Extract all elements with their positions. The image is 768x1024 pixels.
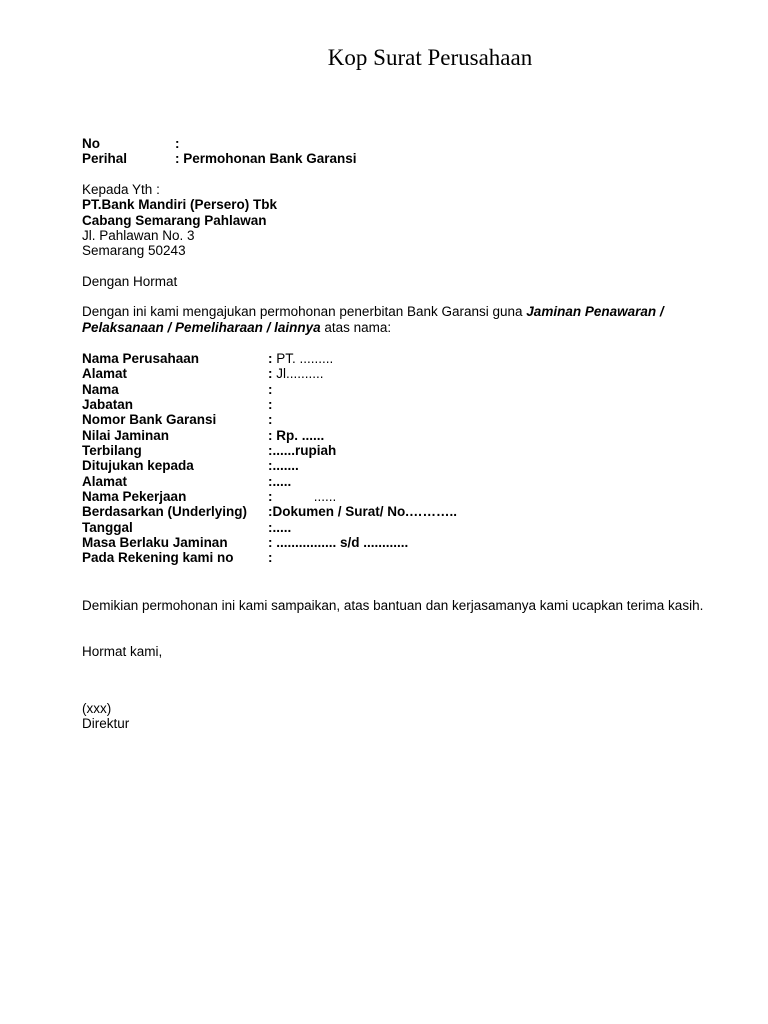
field-value: ................ s/d ............ (276, 535, 409, 551)
field-label: Nama Perusahaan (82, 351, 200, 366)
field-row (82, 535, 712, 550)
field-row (82, 351, 712, 366)
field-row (82, 520, 712, 535)
field-colon: : (268, 351, 277, 366)
intro-text-before: Dengan ini kami mengajukan permohonan penerbitan Bank Garansi guna (82, 304, 527, 319)
field-colon: : (268, 535, 277, 551)
field-row (82, 458, 712, 473)
field-label: Nama Pekerjaan (82, 489, 187, 505)
field-colon: : (268, 473, 273, 489)
field-label: Jabatan (82, 397, 134, 413)
closing-paragraph (82, 598, 712, 614)
field-row (82, 504, 712, 519)
field-value: Jl.......... (276, 366, 324, 382)
salutation-text: Dengan Hormat (82, 274, 178, 289)
field-label: Alamat (82, 366, 128, 382)
field-colon: : (268, 504, 273, 520)
recipient-city: Semarang 50243 (82, 243, 186, 259)
field-colon: : (268, 519, 273, 535)
field-colon: : (268, 458, 273, 474)
guarantee-fields (82, 351, 712, 566)
field-colon: : (268, 381, 273, 397)
field-label: Nama (82, 381, 119, 397)
field-row (82, 489, 712, 504)
signatory-position: Direktur (82, 716, 130, 732)
letter-meta (82, 136, 712, 167)
field-colon: : (268, 366, 277, 382)
field-row (82, 550, 712, 565)
field-row (82, 412, 712, 427)
recipient-bank: PT.Bank Mandiri (Persero) Tbk (82, 197, 278, 213)
field-row (82, 428, 712, 443)
letterhead-title: Kop Surat Perusahaan (327, 45, 533, 70)
field-row (82, 397, 712, 412)
recipient-street: Jl. Pahlawan No. 3 (82, 227, 195, 243)
field-row (82, 474, 712, 489)
field-label: Terbilang (82, 443, 142, 459)
field-value: Rp. ...... (276, 427, 325, 443)
field-value: ..... (272, 473, 292, 489)
field-value: ......rupiah (272, 443, 337, 459)
field-value: ....... (272, 458, 299, 474)
field-colon: : (268, 397, 273, 413)
regards-text: Hormat kami, (82, 644, 163, 659)
field-row (82, 443, 712, 458)
recipient-branch: Cabang Semarang Pahlawan (82, 212, 267, 228)
meta-row-number (82, 136, 712, 151)
recipient-block (82, 182, 712, 258)
signatory-name: (xxx) (82, 701, 112, 716)
field-label: Berdasarkan (Underlying) (82, 504, 248, 520)
salutation (82, 274, 712, 289)
field-value: PT. ......... (276, 351, 334, 366)
field-colon: : (268, 412, 273, 428)
field-label: Masa Berlaku Jaminan (82, 535, 228, 551)
signature-block (82, 701, 712, 732)
meta-label: Perihal (82, 151, 128, 167)
field-label: Tanggal (82, 519, 133, 535)
field-value: ..... (272, 519, 292, 535)
meta-value: : (175, 136, 180, 151)
field-label: Alamat (82, 473, 128, 489)
recipient-greeting: Kepada Yth : (82, 182, 160, 197)
intro-emphasis: Jaminan Penawaran / Pelaksanaan / Pemeliharaan / lainnya (82, 304, 664, 335)
regards (82, 644, 712, 659)
closing-text: Demikian permohonan ini kami sampaikan, atas bantuan dan kerjasamanya kami ucapkan terima kasih. (82, 598, 704, 613)
field-label: Ditujukan kepada (82, 458, 194, 474)
field-colon: : (268, 427, 277, 443)
meta-label: No (82, 136, 100, 151)
meta-row-subject (82, 151, 712, 166)
field-label: Pada Rekening kami no (82, 550, 234, 566)
field-value: ...... (272, 489, 337, 505)
field-colon: : (268, 550, 273, 566)
field-row (82, 382, 712, 397)
intro-paragraph (82, 304, 702, 336)
field-label: Nilai Jaminan (82, 427, 170, 443)
meta-value: : Permohonan Bank Garansi (175, 151, 357, 167)
field-row (82, 366, 712, 381)
field-value: Dokumen / Surat/ No.……….. (272, 504, 458, 520)
field-label: Nomor Bank Garansi (82, 412, 217, 428)
field-colon: : (268, 489, 273, 505)
intro-text-after: atas nama: (320, 320, 392, 335)
field-colon: : (268, 443, 273, 459)
